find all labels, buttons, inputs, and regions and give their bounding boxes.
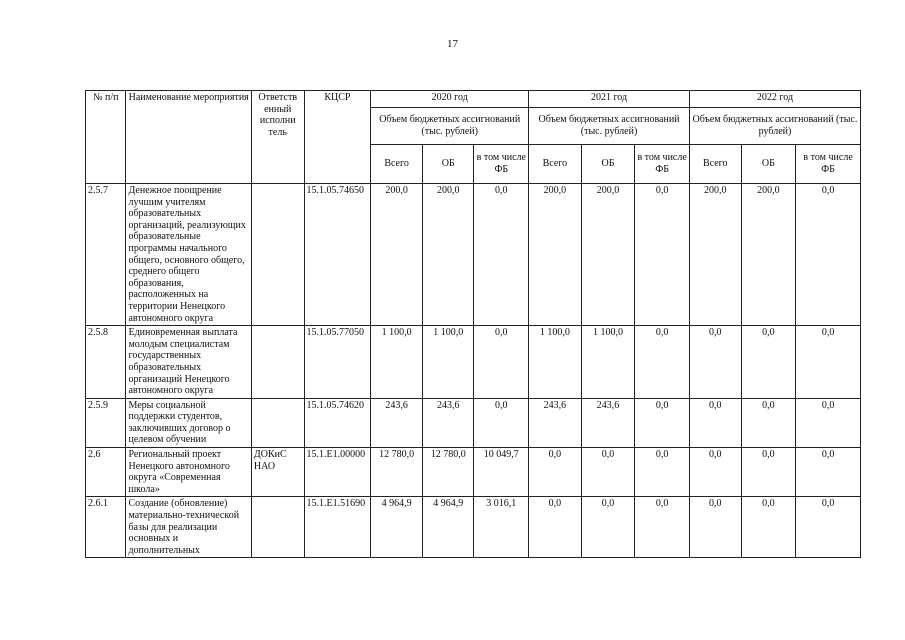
row-responsible: ДОКиС НАО — [251, 448, 304, 497]
cell-fb-2020: 0,0 — [474, 184, 529, 326]
row-name: Денежное поощрение лучшим учителям образовательных организаций, реализующих образовательные программы начального общего, основного общего, среднего общего образования, расположенных на территории Ненецкого автономного округа — [126, 184, 251, 326]
row-kcsr: 15.1.E1.00000 — [304, 448, 371, 497]
cell-total-2021: 1 100,0 — [529, 326, 582, 399]
cell-ob-2022: 0,0 — [741, 448, 796, 497]
row-kcsr: 15.1.05.77050 — [304, 326, 371, 399]
row-name: Создание (обновление) материально-технической базы для реализации основных и дополнительных — [126, 497, 251, 558]
header-total-2021: Всего — [529, 145, 582, 184]
header-volume-2022: Объем бюджетных ассигнований (тыс. рублей) — [689, 108, 860, 145]
row-kcsr: 15.1.05.74650 — [304, 184, 371, 326]
header-volume-2020: Объем бюджетных ассигнований (тыс. рублей) — [371, 108, 529, 145]
cell-ob-2020: 200,0 — [422, 184, 474, 326]
cell-total-2022: 0,0 — [689, 326, 741, 399]
cell-ob-2020: 243,6 — [422, 398, 474, 447]
row-name: Единовременная выплата молодым специалистам государственных образовательных организаций Ненецкого автономного округа — [126, 326, 251, 399]
cell-fb-2020: 0,0 — [474, 326, 529, 399]
row-responsible — [251, 184, 304, 326]
cell-fb-2021: 0,0 — [635, 398, 690, 447]
row-kcsr: 15.1.05.74620 — [304, 398, 371, 447]
table-row — [86, 326, 861, 399]
cell-ob-2021: 0,0 — [581, 497, 635, 558]
cell-fb-2022: 0,0 — [796, 448, 861, 497]
cell-fb-2020: 10 049,7 — [474, 448, 529, 497]
cell-total-2021: 0,0 — [529, 448, 582, 497]
cell-ob-2022: 0,0 — [741, 497, 796, 558]
cell-total-2020: 243,6 — [371, 398, 423, 447]
cell-ob-2020: 4 964,9 — [422, 497, 474, 558]
cell-fb-2020: 3 016,1 — [474, 497, 529, 558]
cell-ob-2021: 200,0 — [581, 184, 635, 326]
header-volume-2021: Объем бюджетных ассигнований (тыс. рублей) — [529, 108, 690, 145]
cell-fb-2022: 0,0 — [796, 497, 861, 558]
cell-ob-2021: 0,0 — [581, 448, 635, 497]
header-fb-2020: в том числе ФБ — [474, 145, 529, 184]
cell-fb-2022: 0,0 — [796, 184, 861, 326]
cell-ob-2020: 1 100,0 — [422, 326, 474, 399]
table-row — [86, 497, 861, 558]
row-kcsr: 15.1.E1.51690 — [304, 497, 371, 558]
header-year-2020: 2020 год — [371, 91, 529, 108]
cell-total-2022: 0,0 — [689, 497, 741, 558]
cell-fb-2021: 0,0 — [635, 326, 690, 399]
page-number: 17 — [447, 38, 458, 50]
header-num: № п/п — [86, 91, 126, 184]
cell-ob-2022: 0,0 — [741, 326, 796, 399]
row-num: 2.5.7 — [86, 184, 126, 326]
row-responsible — [251, 326, 304, 399]
cell-total-2021: 200,0 — [529, 184, 582, 326]
header-year-2021: 2021 год — [529, 91, 690, 108]
cell-total-2022: 200,0 — [689, 184, 741, 326]
cell-total-2021: 0,0 — [529, 497, 582, 558]
header-ob-2022: ОБ — [741, 145, 796, 184]
table-row — [86, 184, 861, 326]
cell-total-2022: 0,0 — [689, 448, 741, 497]
table-row — [86, 398, 861, 447]
row-name: Меры социальной поддержки студентов, заключивших договор о целевом обучении — [126, 398, 251, 447]
budget-table — [85, 90, 861, 558]
header-fb-2021: в том числе ФБ — [635, 145, 690, 184]
cell-total-2020: 4 964,9 — [371, 497, 423, 558]
row-num: 2.6 — [86, 448, 126, 497]
row-name: Региональный проект Ненецкого автономного округа «Современная школа» — [126, 448, 251, 497]
row-num: 2.6.1 — [86, 497, 126, 558]
cell-ob-2021: 1 100,0 — [581, 326, 635, 399]
header-fb-2022: в том числе ФБ — [796, 145, 861, 184]
cell-fb-2021: 0,0 — [635, 497, 690, 558]
row-num: 2.5.8 — [86, 326, 126, 399]
header-ob-2021: ОБ — [581, 145, 635, 184]
row-responsible — [251, 497, 304, 558]
header-responsible: Ответств енный исполни тель — [251, 91, 304, 184]
cell-total-2022: 0,0 — [689, 398, 741, 447]
cell-ob-2022: 200,0 — [741, 184, 796, 326]
cell-total-2020: 1 100,0 — [371, 326, 423, 399]
row-num: 2.5.9 — [86, 398, 126, 447]
cell-ob-2021: 243,6 — [581, 398, 635, 447]
cell-total-2020: 200,0 — [371, 184, 423, 326]
header-ob-2020: ОБ — [422, 145, 474, 184]
cell-total-2020: 12 780,0 — [371, 448, 423, 497]
cell-fb-2022: 0,0 — [796, 398, 861, 447]
header-total-2022: Всего — [689, 145, 741, 184]
header-total-2020: Всего — [371, 145, 423, 184]
cell-fb-2021: 0,0 — [635, 448, 690, 497]
header-name: Наименование мероприятия — [126, 91, 251, 184]
header-kcsr: КЦСР — [304, 91, 371, 184]
cell-fb-2021: 0,0 — [635, 184, 690, 326]
cell-fb-2022: 0,0 — [796, 326, 861, 399]
table-row — [86, 448, 861, 497]
cell-ob-2022: 0,0 — [741, 398, 796, 447]
cell-ob-2020: 12 780,0 — [422, 448, 474, 497]
header-year-2022: 2022 год — [689, 91, 860, 108]
row-responsible — [251, 398, 304, 447]
cell-total-2021: 243,6 — [529, 398, 582, 447]
cell-fb-2020: 0,0 — [474, 398, 529, 447]
